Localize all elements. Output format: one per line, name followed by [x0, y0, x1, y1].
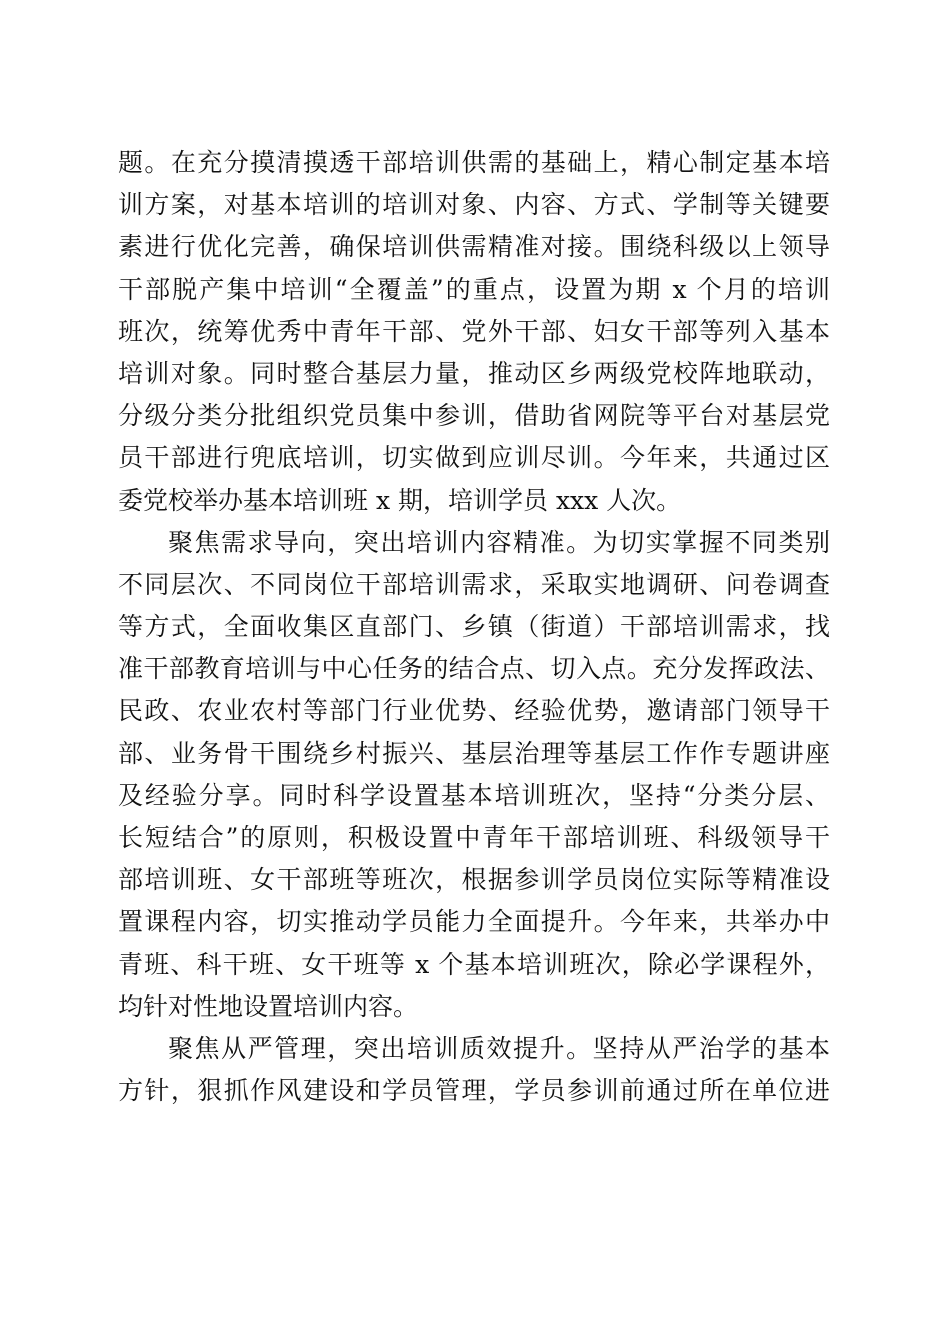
text-line: 培训对象。同时整合基层力量，推动区乡两级党校阵地联动， [118, 358, 830, 388]
text-line: 训方案，对基本培训的培训对象、内容、方式、学制等关键要 [118, 190, 830, 220]
text-line: 长短结合”的原则，积极设置中青年干部培训班、科级领导干 [118, 823, 830, 852]
text-line: 员干部进行兜底培训，切实做到应训尽训。今年来，共通过区 [118, 443, 830, 473]
text-line: 部、业务骨干围绕乡村振兴、基层治理等基层工作作专题讲座 [118, 738, 830, 768]
text-line: 准干部教育培训与中心任务的结合点、切入点。充分发挥政法、 [118, 654, 830, 684]
text-line: 干部脱产集中培训“全覆盖”的重点，设置为期 x 个月的培训 [118, 274, 830, 304]
text-line: 及经验分享。同时科学设置基本培训班次，坚持“分类分层、 [118, 780, 830, 810]
paragraph-heading-line: 聚焦从严管理，突出培训质效提升。坚持从严治学的基本 [168, 1033, 830, 1063]
text-line: 素进行优化完善，确保培训供需精准对接。围绕科级以上领导 [118, 232, 830, 262]
text-line: 等方式，全面收集区直部门、乡镇（街道）干部培训需求，找 [118, 612, 830, 642]
text-line: 分级分类分批组织党员集中参训，借助省网院等平台对基层党 [118, 401, 830, 431]
text-line: 青班、科干班、女干班等 x 个基本培训班次，除必学课程外， [118, 949, 830, 979]
text-line: 委党校举办基本培训班 x 期，培训学员 xxx 人次。 [118, 485, 682, 515]
text-line: 置课程内容，切实推动学员能力全面提升。今年来，共举办中 [118, 907, 830, 937]
text-line: 部培训班、女干部班等班次，根据参训学员岗位实际等精准设 [118, 865, 830, 895]
document-body [118, 142, 830, 1112]
text-line: 方针，狠抓作风建设和学员管理，学员参训前通过所在单位进 [118, 1076, 830, 1106]
text-line: 题。在充分摸清摸透干部培训供需的基础上，精心制定基本培 [118, 148, 830, 177]
text-line: 均针对性地设置培训内容。 [118, 991, 419, 1021]
paragraph-heading-line: 聚焦需求导向，突出培训内容精准。为切实掌握不同类别 [168, 527, 830, 557]
text-line: 班次，统筹优秀中青年干部、党外干部、妇女干部等列入基本 [118, 316, 830, 346]
text-line: 民政、农业农村等部门行业优势、经验优势，邀请部门领导干 [118, 696, 830, 726]
text-line: 不同层次、不同岗位干部培训需求，采取实地调研、问卷调查 [118, 569, 830, 599]
